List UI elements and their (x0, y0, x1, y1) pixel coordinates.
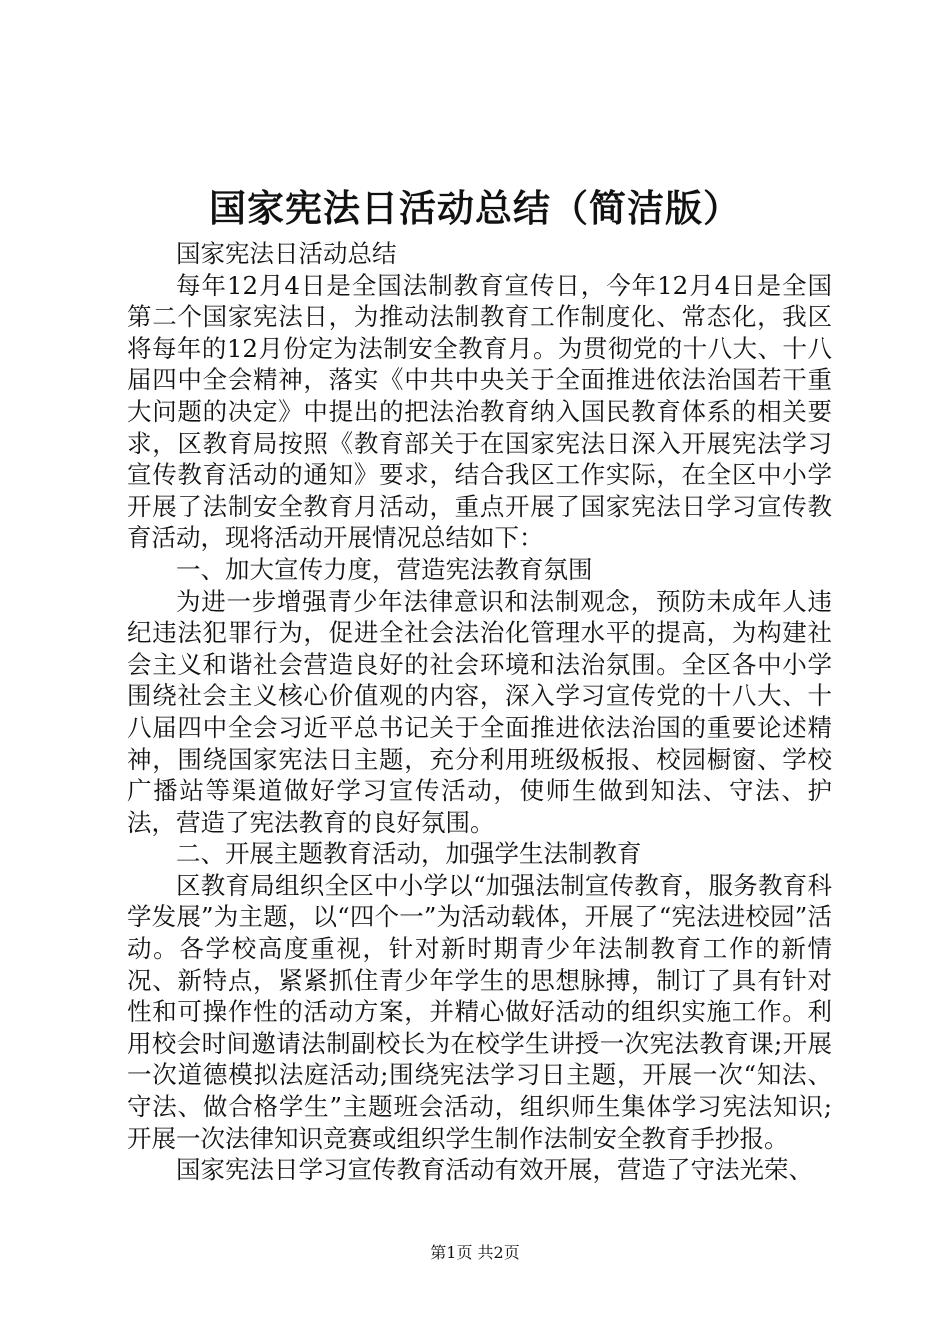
document-body (127, 238, 832, 1186)
section-1-paragraph: 为进一步增强青少年法律意识和法制观念，预防未成年人违纪违法犯罪行为，促进全社会法治化管理水平的提高，为构建社会主义和谐社会营造良好的社会环境和法治氛围。全区各中小学围绕社会主义核心价值观的内容，深入学习宣传党的十八大、十八届四中全会习近平总书记关于全面推进依法治国的重要论述精神，围绕国家宪法日主题，充分利用班级板报、校园橱窗、学校广播站等渠道做好学习宣传活动，使师生做到知法、守法、护法，营造了宪法教育的良好氛围。 (127, 586, 832, 837)
subtitle-paragraph: 国家宪法日活动总结 (176, 239, 397, 268)
document-title: 国家宪法日活动总结（简洁版） (209, 186, 741, 230)
intro-paragraph: 每年12月4日是全国法制教育宣传日，今年12月4日是全国第二个国家宪法日，为推动法制教育工作制度化、常态化，我区将每年的12月份定为法制安全教育月。为贯彻党的十八大、十八届四中全会精神，落实《中共中央关于全面推进依法治国若干重大问题的决定》中提出的把法治教育纳入国民教育体系的相关要求，区教育局按照《教育部关于在国家宪法日深入开展宪法学习宣传教育活动的通知》要求，结合我区工作实际，在全区中小学开展了法制安全教育月活动，重点开展了国家宪法日学习宣传教育活动，现将活动开展情况总结如下： (127, 270, 832, 553)
page-number-footer: 第1页 共2页 (430, 1243, 520, 1262)
section-heading-1: 一、加大宣传力度，营造宪法教育氛围 (176, 554, 593, 584)
closing-paragraph: 国家宪法日学习宣传教育活动有效开展，营造了守法光荣、 (176, 1155, 813, 1185)
section-2-paragraph: 区教育局组织全区中小学以“加强法制宣传教育，服务教育科学发展”为主题，以“四个一”为活动载体，开展了“宪法进校园”活动。各学校高度重视，针对新时期青少年法制教育工作的新情况、新特点，紧紧抓住青少年学生的思想脉搏，制订了具有针对性和可操作性的活动方案，并精心做好活动的组织实施工作。利用校会时间邀请法制副校长为在校学生讲授一次宪法教育课;开展一次道德模拟法庭活动;围绕宪法学习日主题，开展一次“知法、守法、做合格学生”主题班会活动，组织师生集体学习宪法知识;开展一次法律知识竞赛或组织学生制作法制安全教育手抄报。 (127, 870, 832, 1153)
section-heading-2: 二、开展主题教育活动，加强学生法制教育 (176, 839, 642, 869)
